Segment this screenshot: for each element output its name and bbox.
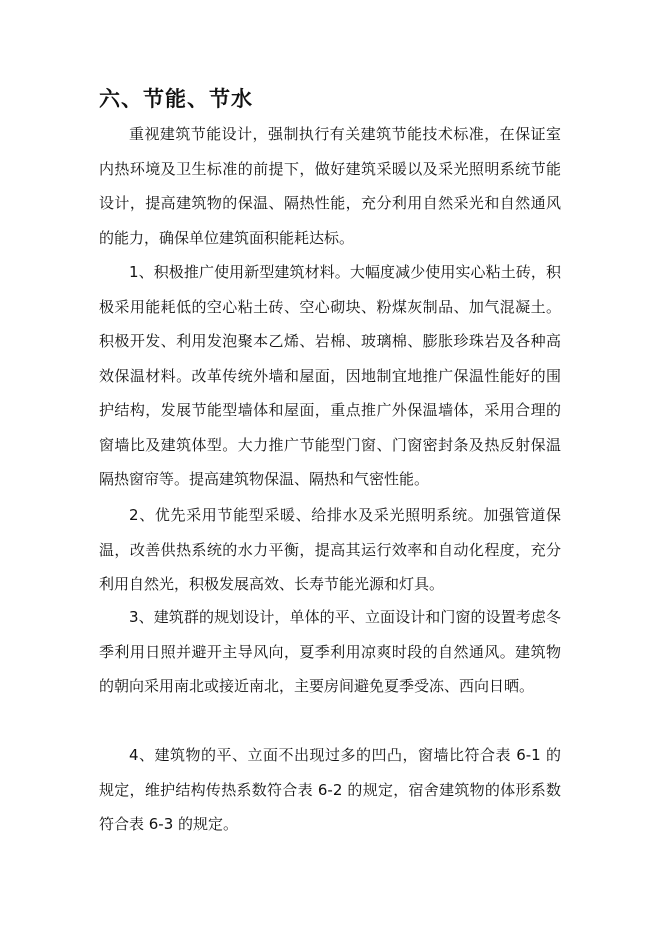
paragraph-item-2: 2、优先采用节能型采暖、给排水及采光照明系统。加强管道保温，改善供热系统的水力平衡，提高其运行效率和自动化程度，充分利用自然光，积极发展高效、长寿节能光源和灯具。 bbox=[99, 506, 561, 593]
paragraph-item-3: 3、建筑群的规划设计，单体的平、立面设计和门窗的设置考虑冬季利用日照并避开主导风向，夏季利用凉爽时段的自然通风。建筑物的朝向采用南北或接近南北，主要房间避免夏季受冻、西向日晒。 bbox=[99, 608, 561, 695]
section-heading: 六、节能、节水 bbox=[99, 87, 253, 111]
paragraph-item-1: 1、积极推广使用新型建筑材料。大幅度减少使用实心粘土砖，积极采用能耗低的空心粘土砖、空心砌块、粉煤灰制品、加气混凝土。积极开发、利用发泡聚本乙烯、岩棉、玻璃棉、膨胀珍珠岩及各种高效保温材料。改革传统外墙和屋面，因地制宜地推广保温性能好的围护结构，发展节能型墙体和屋面，重点推广外保温墙体，采用合理的窗墙比及建筑体型。大力推广节能型门窗、门窗密封条及热反射保温隔热窗帘等。提高建筑物保温、隔热和气密性能。 bbox=[99, 263, 561, 488]
paragraph-intro: 重视建筑节能设计，强制执行有关建筑节能技术标准，在保证室内热环境及卫生标准的前提下，做好建筑采暖以及采光照明系统节能设计，提高建筑物的保温、隔热性能，充分利用自然采光和自然通风的能力，确保单位建筑面积能耗达标。 bbox=[99, 125, 561, 247]
paragraph-item-4: 4、建筑物的平、立面不出现过多的凹凸，窗墙比符合表 6-1 的规定，维护结构传热系数符合表 6-2 的规定，宿舍建筑物的体形系数符合表 6-3 的规定。 bbox=[99, 746, 561, 833]
